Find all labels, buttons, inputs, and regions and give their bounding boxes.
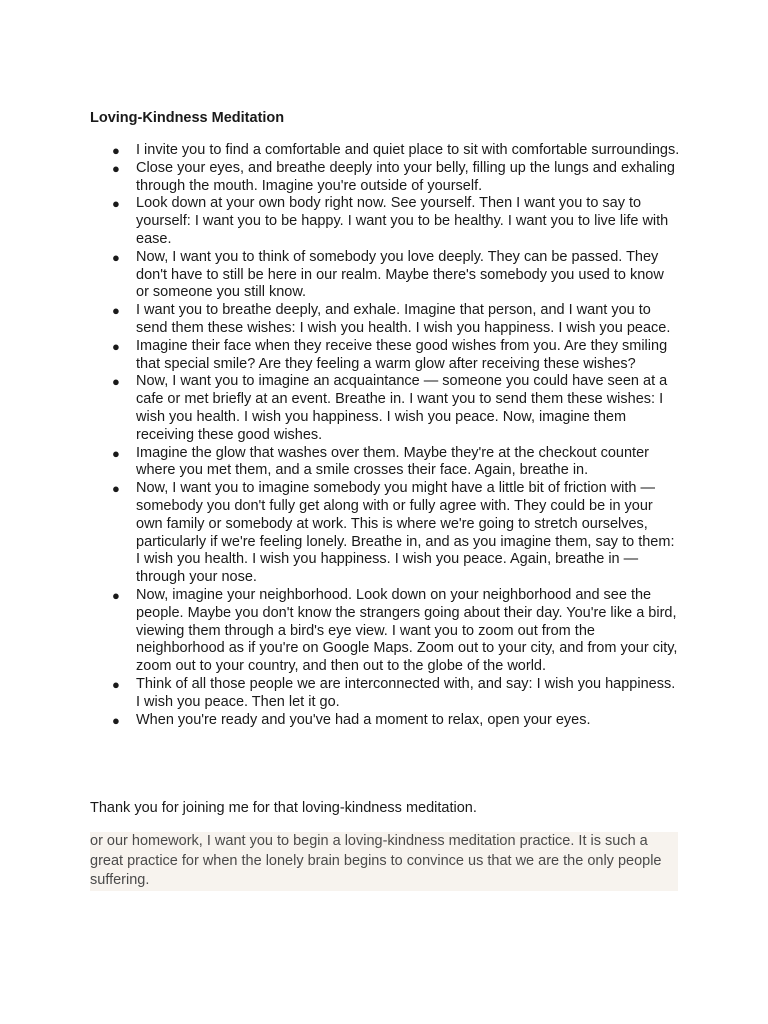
list-item-text: I want you to breathe deeply, and exhale. Imagine that person, and I want you to send them these wishes: I wish you health. I wish you happiness. I wish you peace.	[136, 302, 671, 336]
bullet-icon: ●	[112, 303, 120, 319]
list-item-text: Close your eyes, and breathe deeply into your belly, filling up the lungs and exhaling through the mouth. Imagine you're outside of yourself.	[136, 159, 675, 194]
list-item	[90, 142, 680, 160]
homework-paragraph: or our homework, I want you to begin a loving-kindness meditation practice. It is such a great practice for when the lonely brain begins to convince us that we are the only people suffering.	[90, 832, 678, 891]
meditation-steps-list	[90, 142, 680, 729]
list-item	[90, 195, 680, 248]
list-item-text: Think of all those people we are interconnected with, and say: I wish you happiness. I wish you peace. Then let it go.	[136, 675, 676, 710]
bullet-icon: ●	[112, 712, 120, 728]
list-item-text: I invite you to find a comfortable and quiet place to sit with comfortable surroundings.	[136, 142, 680, 158]
bullet-icon: ●	[112, 374, 120, 390]
list-item	[90, 712, 680, 730]
list-item-text: Now, I want you to imagine an acquaintance — someone you could have seen at a cafe or met briefly at an event. Breathe in. I want you to send them these wishes: I wish you health. I wish you happiness. I wish you peace. Now, imagine them receiving these good wishes.	[136, 373, 668, 443]
list-item	[90, 160, 680, 196]
list-item	[90, 445, 680, 481]
bullet-icon: ●	[112, 338, 120, 354]
bullet-icon: ●	[112, 676, 120, 692]
bullet-icon: ●	[112, 445, 120, 461]
list-item-text: Imagine the glow that washes over them. Maybe they're at the checkout counter where you met them, and a smile crosses their face. Again, breathe in.	[136, 444, 649, 479]
bullet-icon: ●	[112, 481, 120, 497]
list-item-text: Now, I want you to think of somebody you love deeply. They can be passed. They don't have to still be here in our realm. Maybe there's somebody you used to know or someone you still know.	[136, 248, 664, 301]
bullet-icon: ●	[112, 587, 120, 603]
list-item-text: Now, I want you to imagine somebody you might have a little bit of friction with — somebody you don't fully get along with or fully agree with. They could be in your own family or somebody at work. This is where we're going to stretch ourselves, particularly if we're feeling lonely. Breathe in, and as you imagine them, say to them: I wish you health. I wish you happiness. I wish you peace. Again, breathe in — through your nose.	[136, 480, 675, 586]
list-item	[90, 249, 680, 302]
list-item-text: When you're ready and you've had a moment to relax, open your eyes.	[136, 711, 591, 728]
list-item	[90, 302, 680, 338]
bullet-icon: ●	[112, 249, 120, 265]
list-item	[90, 676, 680, 712]
list-item	[90, 373, 680, 444]
bullet-icon: ●	[112, 143, 120, 158]
list-item	[90, 338, 680, 374]
list-item	[90, 480, 680, 587]
list-item	[90, 587, 680, 676]
bullet-icon: ●	[112, 196, 120, 212]
list-item-text: Look down at your own body right now. See yourself. Then I want you to say to yourself: I want you to be happy. I want you to be healthy. I want you to live life with ease.	[136, 195, 669, 247]
list-item-text: Now, imagine your neighborhood. Look down on your neighborhood and see the people. Maybe you don't know the strangers going about their day. You're like a bird, viewing them through a bird's eye view. I want you to zoom out from the neighborhood as if you're on Google Maps. Zoom out to your city, and from your city, zoom out to your country, and then out to the globe of the world.	[136, 586, 678, 675]
document-title: Loving-Kindness Meditation	[90, 110, 285, 126]
closing-paragraph: Thank you for joining me for that loving-kindness meditation.	[90, 800, 477, 816]
list-item-text: Imagine their face when they receive these good wishes from you. Are they smiling that special smile? Are they feeling a warm glow after receiving these wishes?	[136, 337, 668, 372]
bullet-icon: ●	[112, 160, 120, 176]
